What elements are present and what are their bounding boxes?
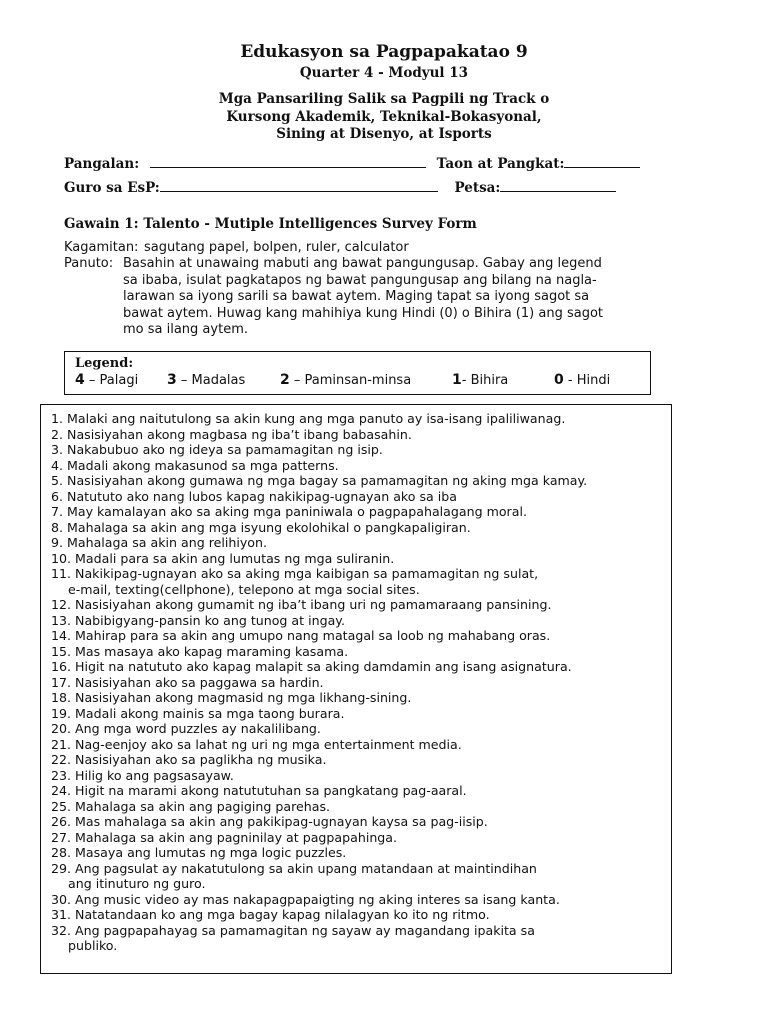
- survey-item-text: 5. Nasisiyahan akong gumawa ng mga bagay sa pamamagitan ng aking mga kamay.: [51, 473, 588, 488]
- survey-item: [51, 845, 663, 861]
- survey-item: [51, 892, 663, 908]
- survey-item-text: 16. Higit na natututo ako kapag malapit sa aking damdamin ang isang asignatura.: [51, 659, 572, 674]
- legend-num: 4: [75, 372, 85, 388]
- survey-item-text: 4. Madali akong makasunod sa mga patterns.: [51, 457, 339, 473]
- name-grade-row: [64, 155, 640, 172]
- survey-item-text: 29. Ang pagsulat ay nakatutulong sa akin upang matandaan at maintindihan: [51, 860, 537, 876]
- survey-item-text: 1. Malaki ang naitutulong sa akin kung ang mga panuto ay isa-isang ipaliliwanag.: [51, 411, 566, 426]
- legend-label: – Paminsan-minsa: [289, 373, 412, 388]
- survey-list: [51, 411, 663, 954]
- survey-item: [51, 814, 663, 830]
- legend-item: [452, 372, 554, 389]
- teacher-label: Guro sa EsP:: [64, 180, 160, 196]
- survey-item-text: 22. Nasisiyahan ako sa paglikha ng musika.: [51, 752, 327, 767]
- survey-item: [51, 504, 663, 520]
- survey-item: [51, 427, 663, 443]
- survey-item: [51, 783, 663, 799]
- legend-item: [167, 372, 280, 389]
- instructions-line: larawan sa iyong sarili sa bawat aytem. Maging tapat sa iyong sagot sa: [123, 289, 590, 304]
- survey-item-text: 7. May kamalayan ako sa aking mga paniniwala o pagpapahalagang moral.: [51, 504, 527, 519]
- survey-item-text: 31. Natatandaan ko ang mga bagay kapag nilalagyan ko ito ng ritmo.: [51, 907, 490, 922]
- survey-item: [51, 628, 663, 644]
- legend-label: - Hindi: [563, 373, 611, 388]
- survey-item: [51, 690, 663, 706]
- survey-item-text: 25. Mahalaga sa akin ang pagiging parehas.: [51, 798, 331, 814]
- survey-item: [51, 752, 663, 768]
- date-label: Petsa:: [454, 180, 501, 196]
- survey-item-text: 23. Hilig ko ang pagsasayaw.: [51, 767, 234, 783]
- survey-item-text: 6. Natututo ako nang lubos kapag nakikipag-ugnayan ako sa iba: [51, 488, 457, 504]
- survey-item-text: 24. Higit na marami akong natututuhan sa pangkatang pag-aaral.: [51, 783, 467, 798]
- survey-item: [51, 659, 663, 675]
- legend-item: [75, 372, 167, 389]
- survey-item: [51, 535, 663, 551]
- legend-values: [75, 372, 640, 389]
- lesson-title-line: Mga Pansariling Salik sa Pagpili ng Track o: [218, 91, 550, 107]
- activity-title: Gawain 1: Talento - Mutiple Intelligences Survey Form: [64, 216, 477, 232]
- legend-box: [64, 351, 651, 395]
- teacher-field[interactable]: [160, 179, 438, 192]
- legend-label: – Palagi: [84, 373, 139, 388]
- survey-item-text: 8. Mahalaga sa akin ang mga isyung ekolohikal o pangkapaligiran.: [51, 519, 471, 535]
- survey-item-text: 12. Nasisiyahan akong gumamit ng iba’t ibang uri ng pamamaraang pansining.: [51, 597, 552, 612]
- lesson-title-line: Kursong Akademik, Teknikal-Bokasyonal,: [226, 108, 542, 125]
- survey-item-text: 30. Ang music video ay mas nakapagpapaigting ng aking interes sa isang kanta.: [51, 891, 560, 907]
- instructions-text: [123, 256, 644, 339]
- survey-item: [51, 597, 663, 613]
- survey-item: [51, 566, 663, 597]
- teacher-date-row: [64, 179, 616, 196]
- survey-item: [51, 706, 663, 722]
- survey-item-text: 17. Nasisiyahan ako sa paggawa sa hardin.: [51, 674, 324, 690]
- survey-item: [51, 644, 663, 660]
- survey-item: [51, 768, 663, 784]
- legend-num: 3: [167, 372, 177, 388]
- grade-label: Taon at Pangkat:: [436, 156, 565, 172]
- survey-item: [51, 442, 663, 458]
- survey-item: [51, 551, 663, 567]
- survey-item-text: 15. Mas masaya ako kapag maraming kasama.: [51, 643, 349, 659]
- materials-text: sagutang papel, bolpen, ruler, calculator: [144, 240, 409, 255]
- survey-item: [51, 520, 663, 536]
- survey-item-text: 21. Nag-eenjoy ako sa lahat ng uri ng mga entertainment media.: [51, 736, 462, 752]
- instructions-line: Basahin at unawaing mabuti ang bawat pangungusap. Gabay ang legend: [123, 256, 602, 271]
- legend-num: 2: [280, 372, 290, 388]
- instructions: [64, 256, 644, 339]
- survey-item-text: 10. Madali para sa akin ang lumutas ng mga suliranin.: [51, 550, 395, 566]
- survey-item-text: 26. Mas mahalaga sa akin ang pakikipag-ugnayan kaysa sa pag-iisip.: [51, 814, 488, 829]
- survey-item-text: 27. Mahalaga sa akin ang pagninilay at pagpapahinga.: [51, 829, 398, 845]
- date-field[interactable]: [500, 179, 616, 192]
- survey-item-text: 13. Nabibigyang-pansin ko ang tunog at ingay.: [51, 612, 345, 628]
- survey-item: [51, 923, 663, 954]
- survey-item-text: 14. Mahirap para sa akin ang umupo nang matagal sa loob ng mahabang oras.: [51, 628, 551, 643]
- survey-box: [40, 404, 672, 974]
- quarter-module: Quarter 4 - Modyul 13: [299, 65, 469, 81]
- survey-item: [51, 861, 663, 892]
- survey-item-text: 18. Nasisiyahan akong magmasid ng mga likhang-sining.: [51, 690, 412, 705]
- survey-item-text: 2. Nasisiyahan akong magbasa ng iba’t ibang babasahin.: [51, 426, 412, 442]
- legend-num: 1: [452, 372, 462, 388]
- survey-item: [51, 411, 663, 427]
- name-field[interactable]: [150, 155, 426, 168]
- name-label: Pangalan:: [64, 156, 140, 172]
- survey-item-text: 19. Madali akong mainis sa mga taong burara.: [51, 705, 345, 721]
- survey-item: [51, 489, 663, 505]
- survey-item: [51, 799, 663, 815]
- survey-item-continuation: publiko.: [68, 938, 118, 953]
- instructions-line: mo sa ilang aytem.: [123, 322, 248, 337]
- survey-item: [51, 737, 663, 753]
- survey-item-text: 28. Masaya ang lumutas ng mga logic puzzles.: [51, 845, 347, 860]
- materials-label: Kagamitan:: [64, 240, 139, 255]
- survey-item: [51, 907, 663, 923]
- grade-field[interactable]: [564, 155, 640, 168]
- survey-item-text: 20. Ang mga word puzzles ay nakalilibang.: [51, 721, 321, 736]
- instructions-line: bawat aytem. Huwag kang mahihiya kung Hindi (0) o Bihira (1) ang sagot: [123, 305, 603, 321]
- survey-item: [51, 613, 663, 629]
- legend-label: - Bihira: [461, 373, 509, 388]
- lesson-title-line: Sining at Disenyo, at Isports: [276, 126, 492, 142]
- survey-item-continuation: e-mail, texting(cellphone), telepono at mga social sites.: [68, 581, 420, 597]
- legend-title: Legend:: [75, 356, 134, 371]
- survey-item-text: 11. Nakikipag-ugnayan ako sa aking mga kaibigan sa pamamagitan ng sulat,: [51, 566, 539, 581]
- survey-item: [51, 830, 663, 846]
- survey-item: [51, 721, 663, 737]
- survey-item-continuation: ang itinuturo ng guro.: [68, 876, 206, 891]
- survey-item: [51, 473, 663, 489]
- instructions-label: Panuto:: [64, 256, 114, 271]
- lesson-title: [0, 91, 768, 144]
- survey-item: [51, 458, 663, 474]
- survey-item-text: 32. Ang pagpapahayag sa pamamagitan ng sayaw ay magandang ipakita sa: [51, 922, 535, 938]
- legend-label: – Madalas: [176, 373, 246, 388]
- page-title: Edukasyon sa Pagpapakatao 9: [240, 42, 528, 62]
- survey-item: [51, 675, 663, 691]
- materials-row: [64, 240, 409, 255]
- survey-item-text: 3. Nakabubuo ako ng ideya sa pamamagitan ng isip.: [51, 442, 383, 457]
- survey-item-text: 9. Mahalaga sa akin ang relihiyon.: [51, 535, 267, 550]
- legend-item: [554, 372, 610, 389]
- legend-item: [280, 372, 452, 389]
- legend-num: 0: [554, 372, 564, 388]
- instructions-line: sa ibaba, isulat pagkatapos ng bawat pangungusap ang bilang na nagla-: [123, 272, 597, 288]
